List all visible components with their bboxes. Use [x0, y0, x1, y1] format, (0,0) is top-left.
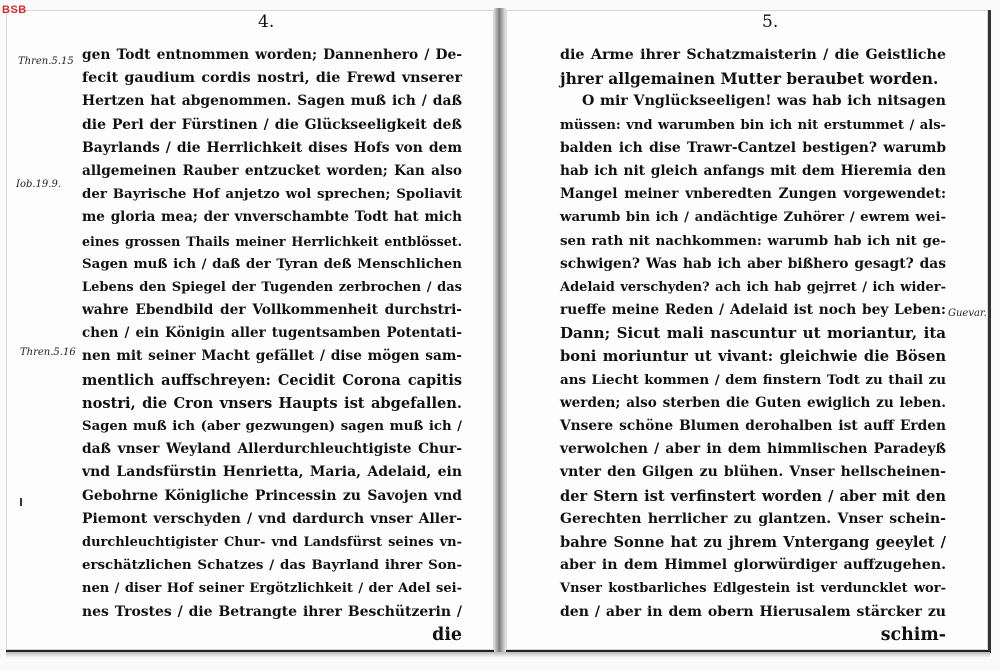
text-line: Adelaid verschyden? ach ich hab gejrret / ich wider-: [560, 279, 946, 295]
text-line: Vnsere schöne Blumen derohalben ist auff Erden: [560, 418, 946, 434]
text-line: warumb bin ich / andächtige Zuhörer / ewrem wei-: [560, 209, 946, 226]
text-line: Gebohrne Königliche Princessin zu Savojen vnd: [82, 487, 462, 504]
text-line: nes Trostes / die Betrangte ihrer Beschützerin /: [82, 603, 462, 620]
text-line: Vnser kostbarliches Edlgestein ist verduncklet wor-: [560, 581, 946, 597]
text-line: nen / diser Hof seiner Ergötzlichkeit / der Adel sei-: [82, 581, 462, 597]
text-line: balden ich dise Trawr-Cantzel bestigen? warumb: [560, 139, 946, 156]
text-line: Piemont verschyden / vnd dardurch vnser Aller-: [82, 510, 462, 527]
text-line: erschätzlichen Schatzes / das Bayrland ihrer Son-: [82, 557, 462, 574]
text-line: daß vnser Weyland Allerdurchleuchtigiste Chur-: [82, 441, 462, 458]
catchword: schim-: [880, 624, 946, 645]
catchword: die: [432, 624, 462, 645]
text-line: verwolchen / aber in dem himmlischen Paradeyß: [560, 441, 946, 458]
left-page-body: [82, 44, 462, 647]
text-line: mentlich auffschreyen: Cecidit Corona capitis: [82, 371, 462, 389]
page-edge: [6, 652, 990, 658]
text-line: jhrer allgemainen Mutter beraubet worden.: [560, 69, 939, 89]
text-line: der Bayrische Hof anjetzo wol sprechen; Spoliavit: [82, 186, 462, 203]
text-line: nen mit seiner Macht gefället / dise mögen sam-: [82, 348, 462, 365]
text-line: eines grossen Thails meiner Herrlichkeit entblösset.: [82, 233, 462, 249]
text-line: Mangel meiner vnberedten Zungen vorgewendet:: [560, 186, 946, 203]
left-page-number: 4.: [258, 12, 275, 32]
text-line: ans Liecht kommen / dem finstern Todt zu thail zu: [560, 371, 946, 388]
text-line: rueffe meine Reden / Adelaid ist noch bey Leben:: [560, 302, 946, 319]
text-line: Lebens den Spiegel der Tugenden zerbrochen / das: [82, 279, 462, 295]
text-line: allgemeinen Rauber entzucket worden; Kan also: [82, 162, 462, 179]
text-line: vnd Landsfürstin Henrietta, Maria, Adelaid, ein: [82, 464, 462, 481]
text-line: hab ich nit gleich anfangs mit dem Hieremia den: [560, 162, 946, 179]
text-line: werden; also sterben die Guten ewiglich zu leben.: [560, 394, 946, 411]
text-line: den / aber in dem obern Hierusalem stärcker zu: [560, 603, 946, 620]
text-line: durchleuchtigister Chur- vnd Landsfürst seines vn-: [82, 534, 462, 550]
library-stamp: BSB: [2, 4, 27, 16]
text-line: Bayrlands / die Herrlichkeit dises Hofs von dem: [82, 139, 462, 156]
margin-note-thren-5-16: Thren.5.16: [20, 347, 76, 358]
text-line: die Perl der Fürstinen / die Glückseeligkeit deß: [82, 116, 462, 133]
text-line: aber in dem Himmel glorwürdiger auffzugehen.: [560, 557, 946, 574]
margin-note-iob-19-9: Iob.19.9.: [16, 179, 61, 190]
text-line: der Stern ist verfinstert worden / aber mit den: [560, 487, 946, 505]
text-line: müssen: vnd warumben bin ich nit erstummet / als-: [560, 117, 946, 133]
text-line: fecit gaudium cordis nostri, die Frewd vnserer: [82, 70, 462, 87]
text-line: sen rath nit nachkommen: warumb hab ich nit ge-: [560, 232, 946, 249]
right-page-body: [560, 44, 946, 647]
text-line: Sagen muß ich / daß der Tyran deß Menschlichen: [82, 255, 462, 272]
text-line: O mir Vnglückseeligen! was hab ich nitsagen: [582, 93, 946, 110]
text-line: Hertzen hat abgenommen. Sagen muß ich / daß: [82, 93, 462, 110]
ink-speck: [20, 498, 22, 506]
text-line: bahre Sonne hat zu jhrem Vntergang geeylet /: [560, 533, 946, 551]
text-line: Dann; Sicut mali nascuntur ut moriantur, ita: [560, 324, 946, 343]
text-line: boni moriuntur ut vivant: gleichwie die Bösen: [560, 348, 946, 366]
text-line: schwigen? Was hab ich aber bißhero gesagt? das: [560, 255, 946, 272]
text-line: wahre Ebendbild der Vollkommenheit durchstri-: [82, 302, 462, 319]
text-line: vnter den Gilgen zu blühen. Vnser hellscheinen-: [560, 464, 946, 481]
text-line: Sagen muß ich (aber gezwungen) sagen muß ich /: [82, 419, 462, 434]
book-gutter: [494, 8, 506, 656]
text-line: gen Todt entnommen worden; Dannenhero / De-: [82, 47, 462, 63]
right-page-number: 5.: [762, 12, 779, 32]
margin-note-guevar: Guevar.: [948, 308, 987, 319]
text-line: die Arme ihrer Schatzmaisterin / die Geistliche: [560, 47, 946, 63]
text-line: Gerechten herrlicher zu glantzen. Vnser schein-: [560, 510, 946, 527]
text-line: chen / ein Königin aller tugentsamben Potentati-: [82, 325, 462, 342]
margin-note-thren-5-15: Thren.5.15: [18, 56, 74, 67]
text-line: nostri, die Cron vnsers Haupts ist abgefallen.: [82, 394, 462, 412]
text-line: me gloria mea; der vnverschambte Todt hat mich: [82, 209, 462, 226]
